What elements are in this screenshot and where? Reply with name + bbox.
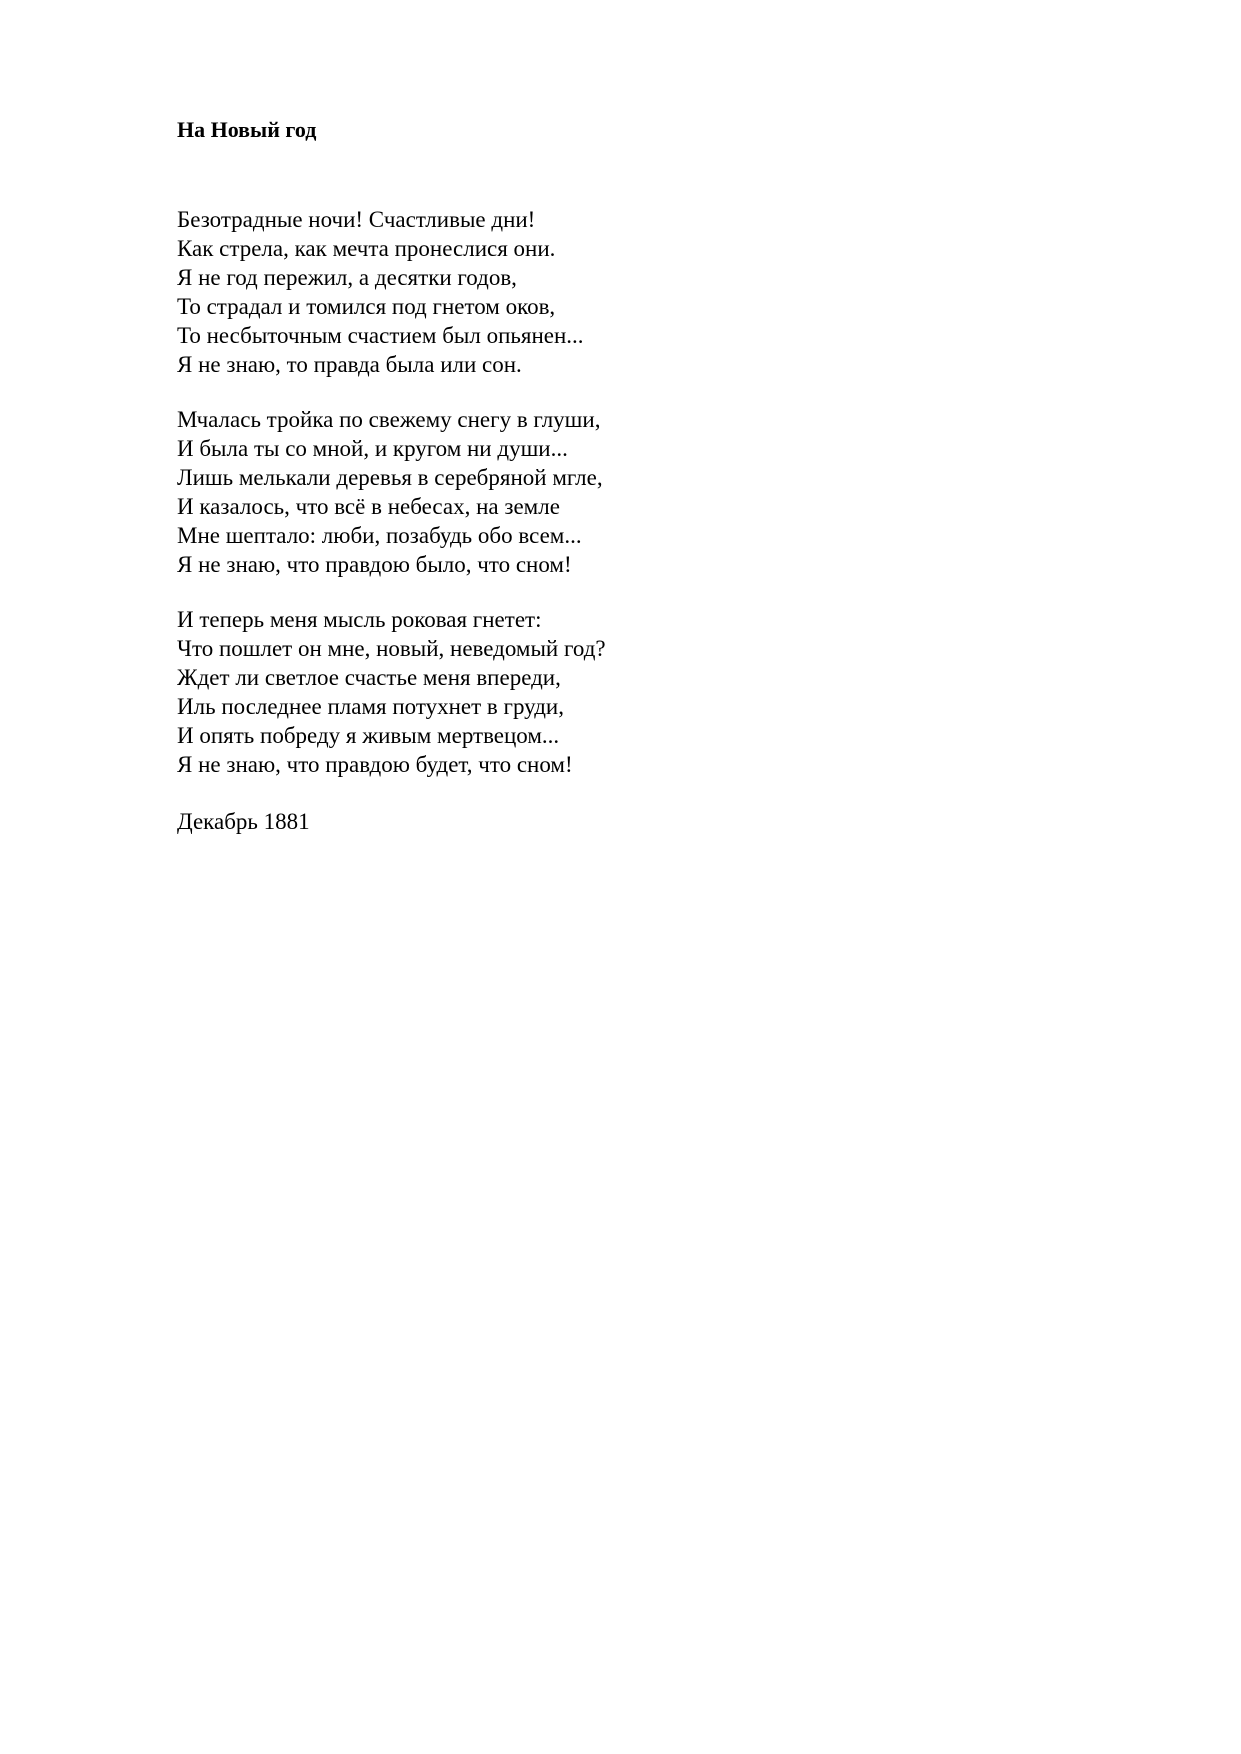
stanza-2 bbox=[177, 405, 603, 579]
poem-line: Лишь мелькали деревья в серебряной мгле, bbox=[177, 465, 603, 490]
stanza-1 bbox=[177, 205, 584, 379]
poem-line: То несбыточным счастием был опьянен... bbox=[177, 323, 584, 348]
poem-line: Иль последнее пламя потухнет в груди, bbox=[177, 694, 564, 719]
poem-line: Мчалась тройка по свежему снегу в глуши, bbox=[177, 407, 601, 432]
poem-line: Как стрела, как мечта пронеслися они. bbox=[177, 236, 556, 261]
poem-line: Ждет ли светлое счастье меня впереди, bbox=[177, 665, 561, 690]
poem-line: То страдал и томился под гнетом оков, bbox=[177, 294, 556, 319]
poem-line: И казалось, что всё в небесах, на земле bbox=[177, 494, 560, 519]
stanza-3 bbox=[177, 605, 606, 779]
poem-line: И была ты со мной, и кругом ни души... bbox=[177, 436, 568, 461]
poem-line: Что пошлет он мне, новый, неведомый год? bbox=[177, 636, 606, 661]
poem-line: И теперь меня мысль роковая гнетет: bbox=[177, 607, 542, 632]
poem-line: Безотрадные ночи! Счастливые дни! bbox=[177, 207, 536, 232]
poem-line: Я не год пережил, а десятки годов, bbox=[177, 265, 517, 290]
poem-date: Декабрь 1881 bbox=[177, 809, 310, 834]
poem-line: Я не знаю, что правдою было, что сном! bbox=[177, 552, 572, 577]
poem-line: Мне шептало: люби, позабудь обо всем... bbox=[177, 523, 582, 548]
poem-line: И опять побреду я живым мертвецом... bbox=[177, 723, 560, 748]
poem-line: Я не знаю, то правда была или сон. bbox=[177, 352, 522, 377]
poem-line: Я не знаю, что правдою будет, что сном! bbox=[177, 752, 573, 777]
poem-title: На Новый год bbox=[177, 117, 317, 142]
